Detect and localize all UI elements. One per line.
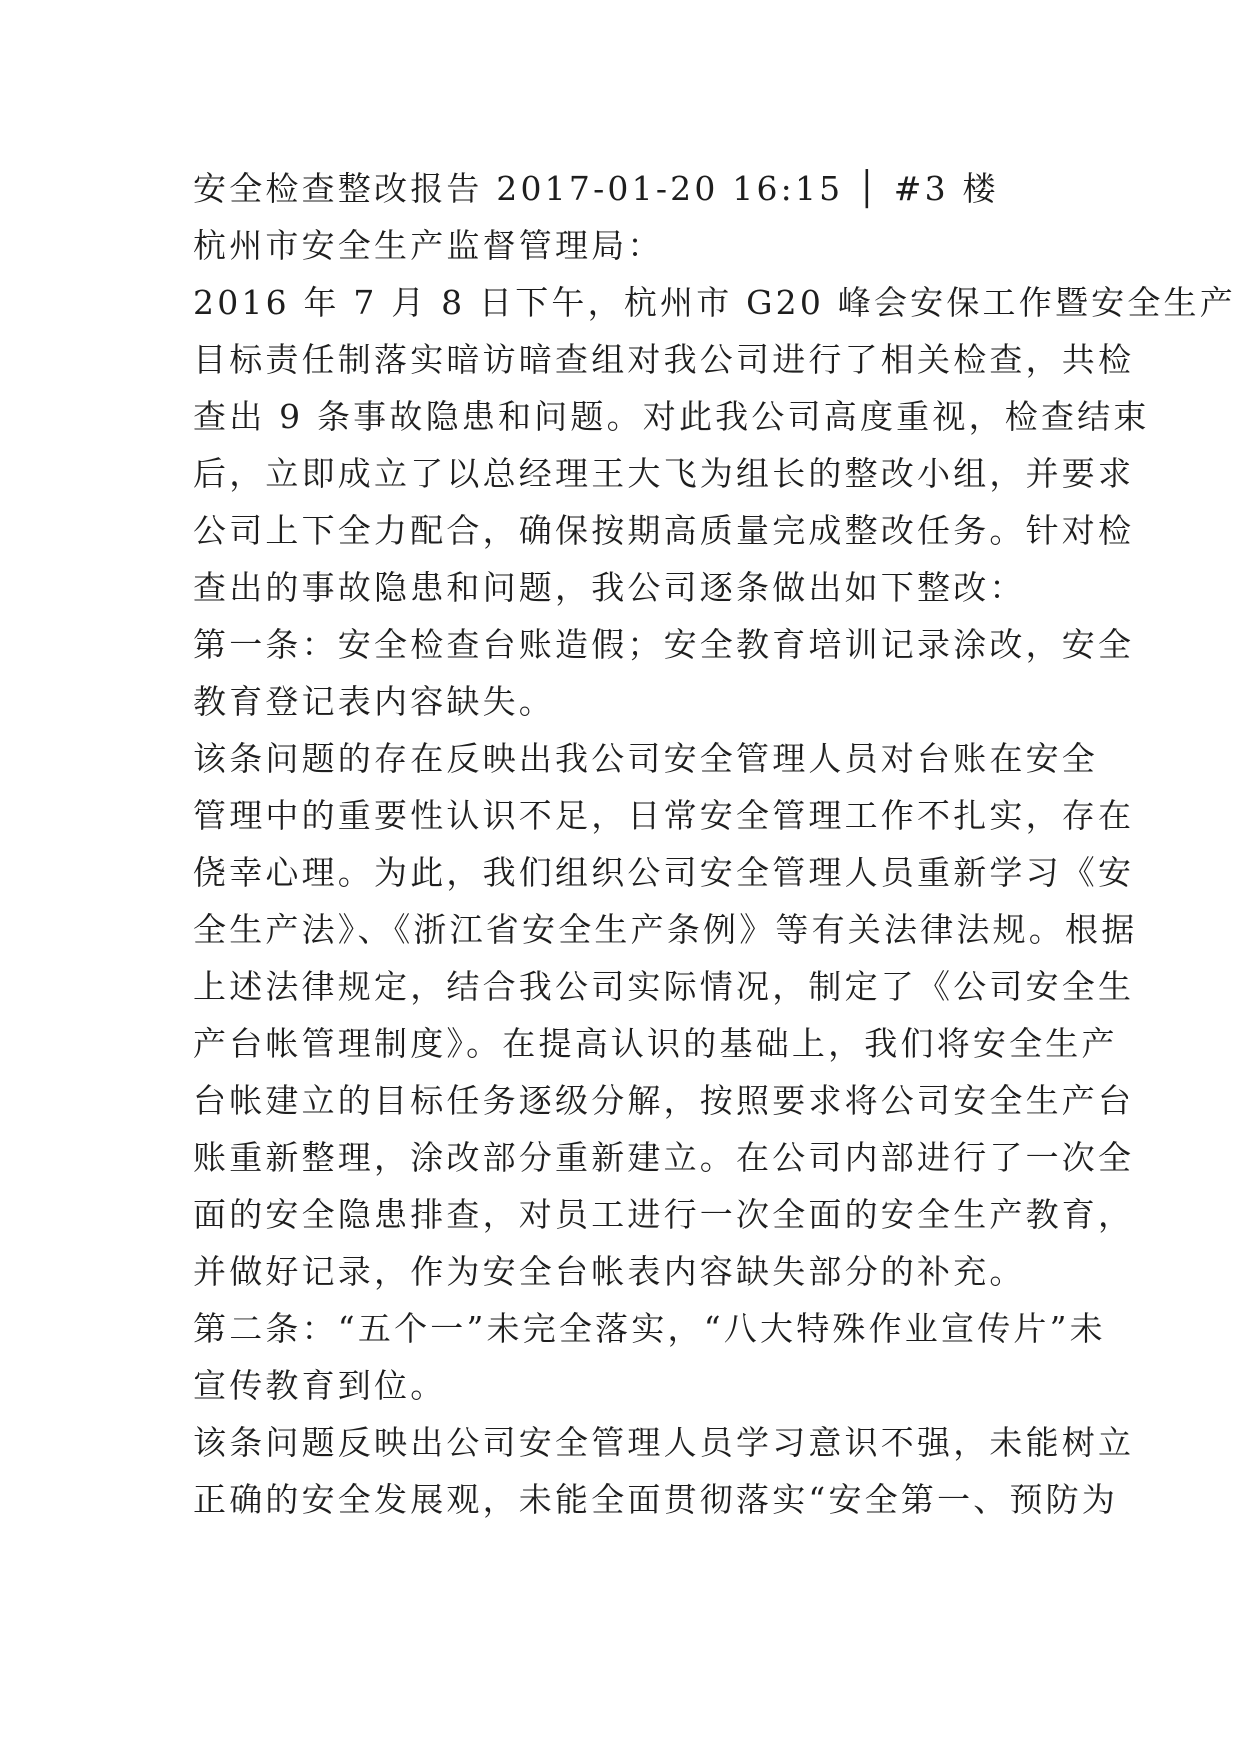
article-heading-line: 第二条：“五个一”未完全落实，“八大特殊作业宣传片”未 — [193, 1309, 1106, 1348]
body-line: 全生产法》、《浙江省安全生产条例》等有关法律法规。根据 — [193, 910, 1138, 949]
body-line: 侥幸心理。为此，我们组织公司安全管理人员重新学习《安 — [193, 853, 1135, 892]
body-line: 并做好记录，作为安全台帐表内容缺失部分的补充。 — [193, 1252, 1026, 1291]
body-line: 查出的事故隐患和问题，我公司逐条做出如下整改： — [193, 568, 1026, 607]
body-line: 后，立即成立了以总经理王大飞为组长的整改小组，并要求 — [193, 454, 1135, 493]
article-heading-line: 第一条：安全检查台账造假；安全教育培训记录涂改，安全 — [193, 625, 1135, 664]
article-heading-line: 教育登记表内容缺失。 — [193, 682, 555, 721]
body-line: 上述法律规定，结合我公司实际情况，制定了《公司安全生 — [193, 967, 1135, 1006]
body-line: 查出 9 条事故隐患和问题。对此我公司高度重视，检查结束 — [193, 397, 1150, 436]
body-line: 2016 年 7 月 8 日下午，杭州市 G20 峰会安保工作暨安全生产 — [193, 283, 1236, 322]
body-line: 该条问题反映出公司安全管理人员学习意识不强，未能树立 — [193, 1423, 1135, 1462]
body-line: 目标责任制落实暗访暗查组对我公司进行了相关检查，共检 — [193, 340, 1135, 379]
body-line: 管理中的重要性认识不足，日常安全管理工作不扎实，存在 — [193, 796, 1135, 835]
addressee-line: 杭州市安全生产监督管理局： — [193, 226, 664, 265]
body-line: 该条问题的存在反映出我公司安全管理人员对台账在安全 — [193, 739, 1098, 778]
document-body — [193, 160, 1236, 1528]
body-line: 正确的安全发展观，未能全面贯彻落实“安全第一、预防为 — [193, 1480, 1119, 1519]
body-line: 公司上下全力配合，确保按期高质量完成整改任务。针对检 — [193, 511, 1135, 550]
body-line: 台帐建立的目标任务逐级分解，按照要求将公司安全生产台 — [193, 1081, 1135, 1120]
body-line: 产台帐管理制度》。在提高认识的基础上，我们将安全生产 — [193, 1024, 1118, 1063]
article-heading-line: 宣传教育到位。 — [193, 1366, 447, 1405]
document-title-line: 安全检查整改报告 2017-01-20 16:15 │ #3 楼 — [193, 169, 999, 208]
body-line: 面的安全隐患排查，对员工进行一次全面的安全生产教育， — [193, 1195, 1135, 1234]
body-line: 账重新整理，涂改部分重新建立。在公司内部进行了一次全 — [193, 1138, 1135, 1177]
